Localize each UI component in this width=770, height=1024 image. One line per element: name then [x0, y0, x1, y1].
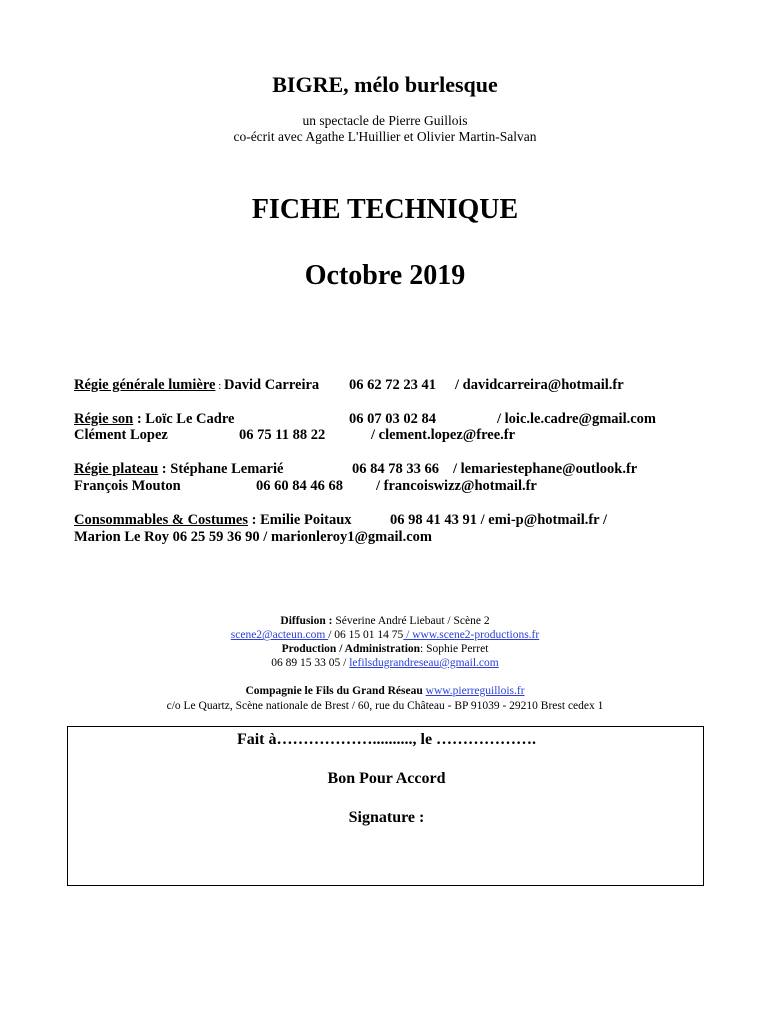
fait-a-line: Fait à……………….........., le ………………. — [236, 731, 537, 748]
compagnie-label: Compagnie le Fils du Grand Réseau — [245, 685, 423, 697]
diffusion-label: Diffusion : — [280, 615, 333, 627]
bon-pour-accord: Bon Pour Accord — [327, 770, 446, 787]
compagnie-web-link[interactable]: www.pierreguillois.fr — [425, 685, 525, 697]
page-heading: FICHE TECHNIQUE — [251, 194, 519, 225]
diffusion-text: Séverine André Liebaut / Scène 2 — [332, 615, 490, 627]
phone-email-costumes: 06 98 41 43 91 / emi-p@hotmail.fr / — [390, 512, 608, 528]
name-son: : Loïc Le Cadre — [133, 411, 235, 427]
role-son: Régie son — [74, 411, 134, 427]
scene2-email-link[interactable]: scene2@acteun.com — [230, 629, 329, 641]
signature-label: Signature : — [348, 809, 425, 826]
role-plateau: Régie plateau — [74, 461, 159, 477]
document-date: Octobre 2019 — [304, 260, 466, 291]
contact-son — [74, 411, 234, 428]
production-email-link[interactable]: lefilsdugrandreseau@gmail.com — [349, 657, 499, 669]
phone-son-2: 06 75 11 88 22 — [239, 427, 326, 443]
scene2-phone: / 06 15 01 14 75 — [328, 629, 404, 641]
name-son-2: Clément Lopez — [74, 427, 168, 443]
production-line — [0, 643, 770, 655]
name-lumiere: David Carreira — [224, 377, 320, 393]
contact-costumes — [74, 512, 352, 529]
name-costumes: : Emilie Poitaux — [248, 512, 352, 528]
production-label: Production / Administration — [281, 643, 421, 655]
email-lumiere: / davidcarreira@hotmail.fr — [455, 377, 624, 393]
phone-plateau: 06 84 78 33 66 — [352, 461, 439, 477]
contact-costumes-2: Marion Le Roy 06 25 59 36 90 / marionleroy1@gmail.com — [74, 529, 432, 545]
phone-plateau-2: 06 60 84 46 68 — [256, 478, 343, 494]
subtitle-line-2: co-écrit avec Agathe L'Huillier et Olivier Martin-Salvan — [233, 129, 537, 144]
production-contact-line — [0, 657, 770, 669]
phone-son: 06 07 03 02 84 — [349, 411, 436, 427]
role-lumiere: Régie générale lumière — [74, 377, 216, 393]
compagnie-line — [0, 685, 770, 697]
phone-lumiere: 06 62 72 23 41 — [349, 377, 436, 393]
email-son-2: / clement.lopez@free.fr — [371, 427, 516, 443]
name-plateau-2: François Mouton — [74, 478, 181, 494]
scene2-line — [0, 629, 770, 641]
address-line: c/o Le Quartz, Scène nationale de Brest / 60, rue du Château - BP 91039 - 29210 Brest cedex 1 — [166, 700, 604, 712]
show-title: BIGRE, mélo burlesque — [272, 72, 498, 97]
subtitle-line-1: un spectacle de Pierre Guillois — [302, 113, 468, 128]
email-son: / loic.le.cadre@gmail.com — [497, 411, 656, 427]
separator: : — [215, 380, 225, 392]
contact-plateau — [74, 461, 283, 478]
scene2-web-link[interactable]: / www.scene2-productions.fr — [403, 629, 540, 641]
production-phone: 06 89 15 33 05 / — [271, 657, 350, 669]
name-plateau: : Stéphane Lemarié — [158, 461, 284, 477]
role-costumes: Consommables & Costumes — [74, 512, 248, 528]
email-plateau: / lemariestephane@outlook.fr — [453, 461, 638, 477]
diffusion-line — [0, 615, 770, 627]
signature-box — [67, 726, 704, 886]
production-text: : Sophie Perret — [420, 643, 489, 655]
contact-lumiere — [74, 377, 319, 394]
email-plateau-2: / francoiswizz@hotmail.fr — [376, 478, 537, 494]
